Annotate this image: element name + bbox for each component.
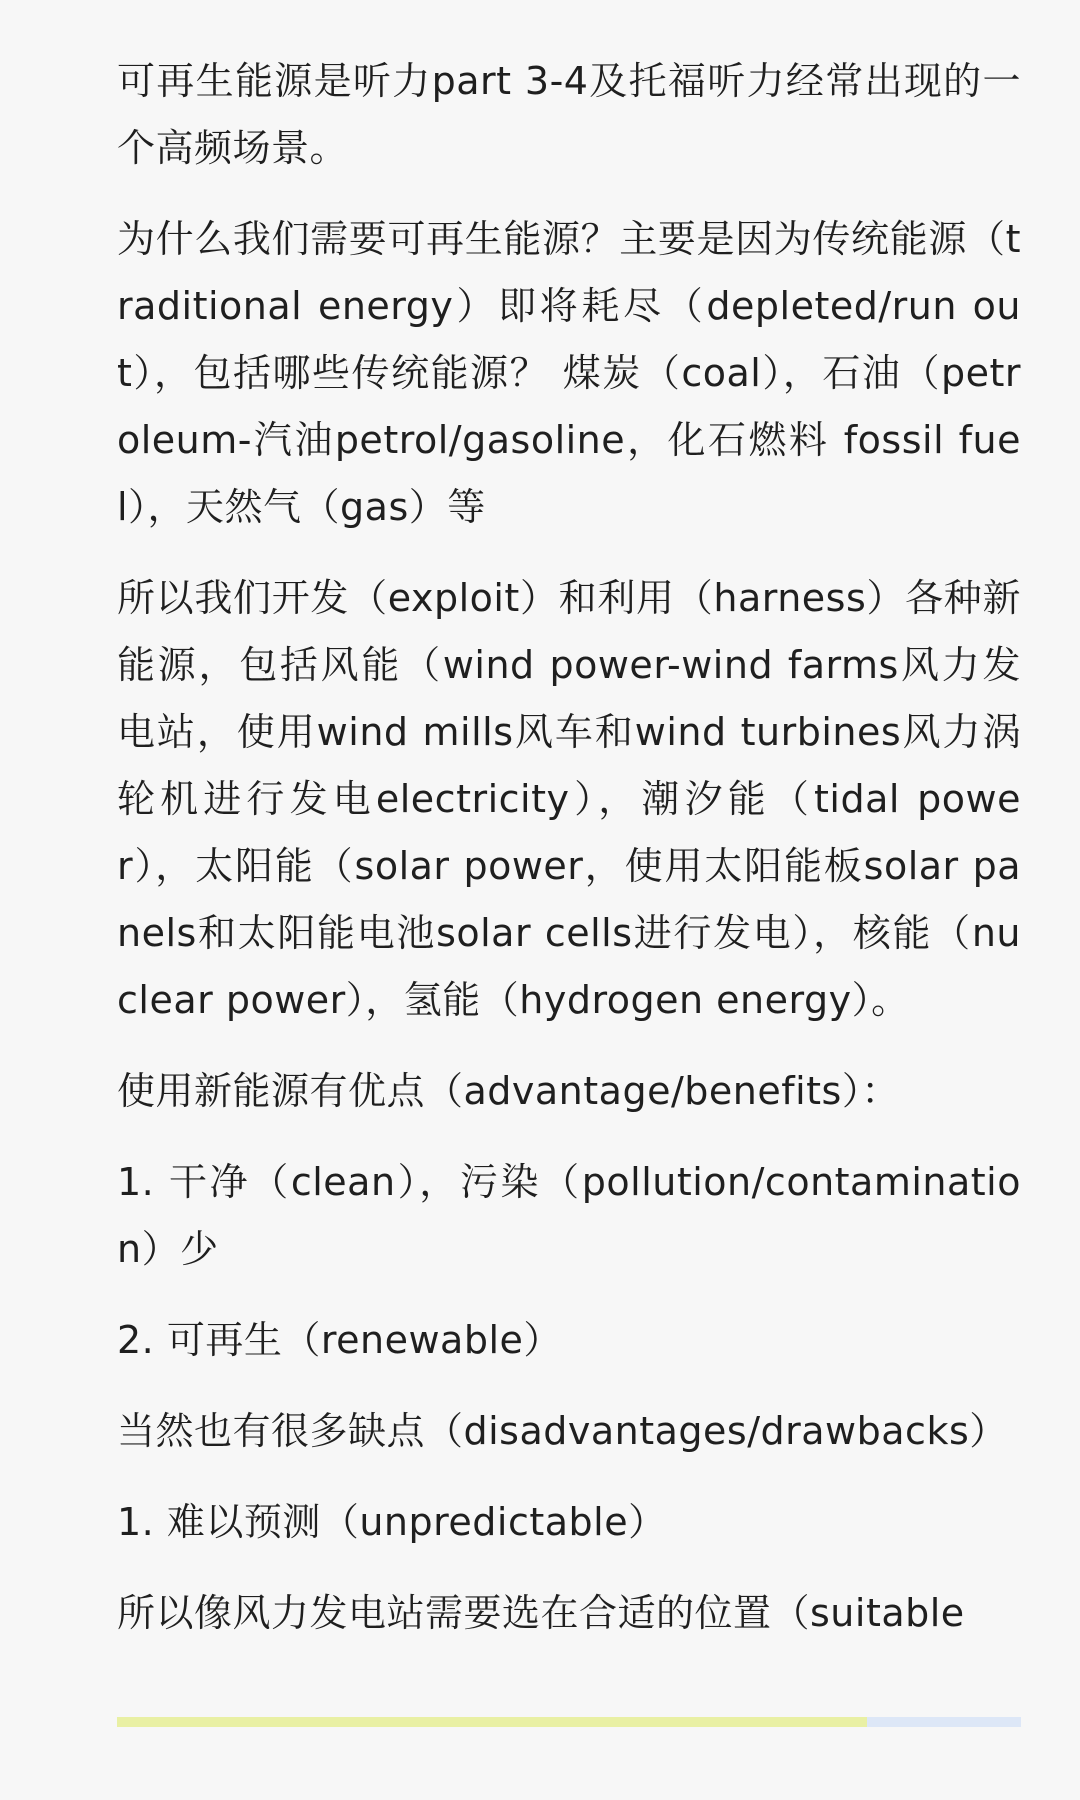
- reading-progress-bar: [117, 1717, 1021, 1727]
- article-body: [117, 48, 1021, 1671]
- list-item-disadvantage-1: 1. 难以预测（unpredictable）: [117, 1500, 667, 1544]
- reading-progress-fill: [117, 1717, 867, 1727]
- list-item-advantage-2: 2. 可再生（renewable）: [117, 1318, 562, 1362]
- paragraph-advantages-heading: 使用新能源有优点（advantage/benefits）：: [117, 1069, 900, 1113]
- paragraph-intro: 可再生能源是听力part 3-4及托福听力经常出现的一个高频场景。: [117, 59, 1021, 170]
- paragraph-disadvantages-heading: 当然也有很多缺点（disadvantages/drawbacks）: [117, 1409, 1008, 1453]
- paragraph-wind-farm-location: 所以像风力发电站需要选在合适的位置（suitable: [117, 1591, 965, 1635]
- list-item-advantage-1: 1. 干净（clean），污染（pollution/contamination）少: [117, 1160, 1021, 1271]
- paragraph-traditional-energy: 为什么我们需要可再生能源？主要是因为传统能源（traditional energy）即将耗尽（depleted/run out），包括哪些传统能源？ 煤炭（coal），石油（petroleum-汽油petrol/gasoline，化石燃料 fossil fuel），天然气（gas）等: [117, 217, 1021, 529]
- paragraph-new-energy: 所以我们开发（exploit）和利用（harness）各种新能源，包括风能（wind power-wind farms风力发电站，使用wind mills风车和wind turbines风力涡轮机进行发电electricity），潮汐能（tidal power），太阳能（solar power，使用太阳能板solar panels和太阳能电池solar cells进行发电），核能（nuclear power），氢能（hydrogen energy）。: [117, 576, 1021, 1022]
